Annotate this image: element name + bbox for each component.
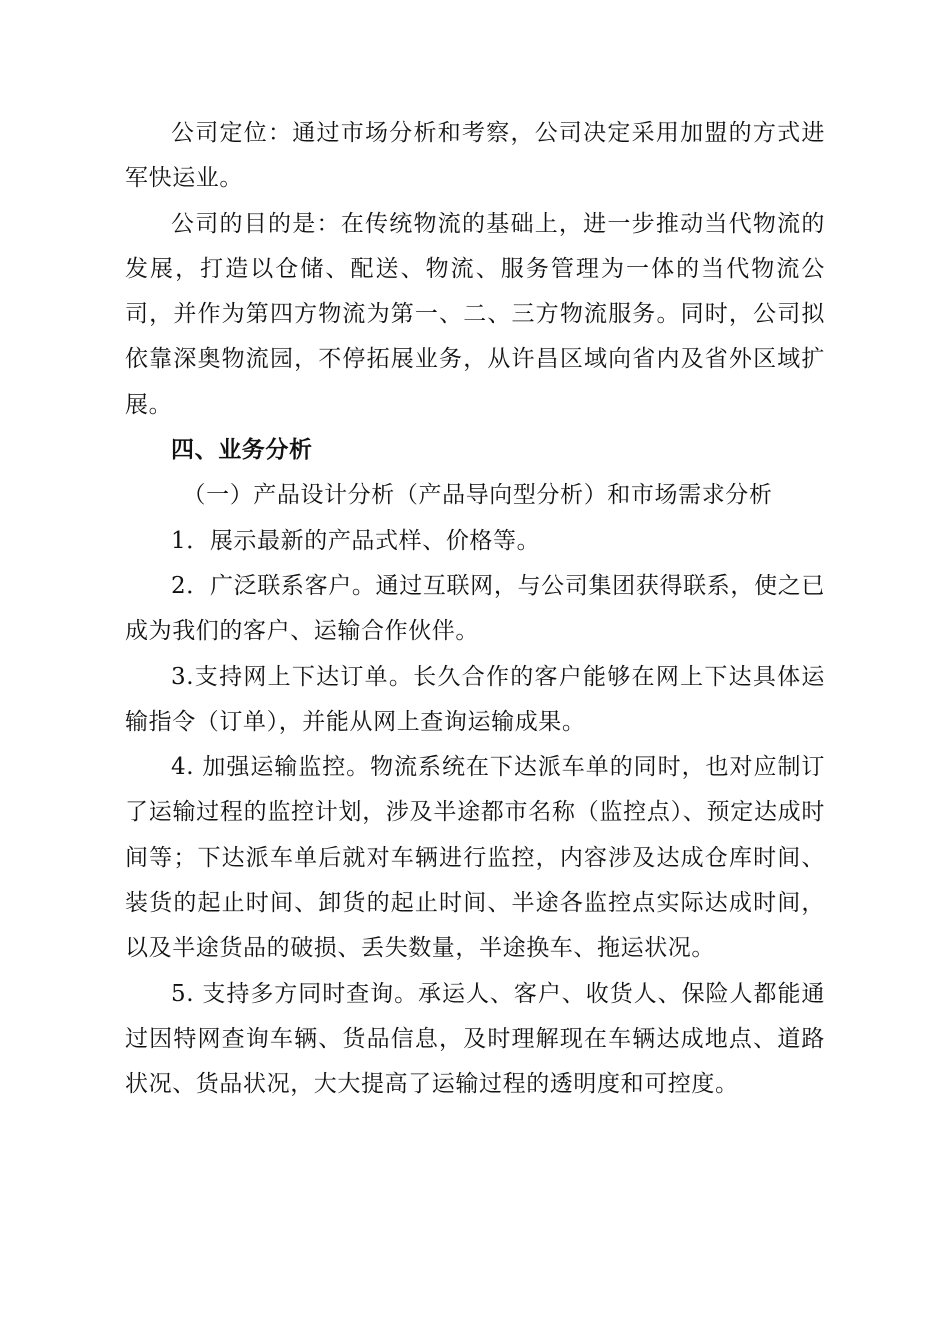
paragraph-company-purpose: 公司的目的是：在传统物流的基础上，进一步推动当代物流的发展，打造以仓储、配送、物流、服务管理为一体的当代物流公司，并作为第四方物流为第一、二、三方物流服务。同时，公司拟依靠深奥物流园，不停拓展业务，从许昌区域向省内及省外区域扩展。 — [125, 210, 825, 418]
list-item-5: 5. 支持多方同时查询。承运人、客户、收货人、保险人都能通过因特网查询车辆、货品信息，及时理解现在车辆达成地点、道路状况、货品状况，大大提高了运输过程的透明度和可控度。 — [125, 980, 825, 1098]
section-heading-business-analysis: 四、业务分析 — [171, 437, 313, 464]
list-item-3: 3.支持网上下达订单。长久合作的客户能够在网上下达具体运输指令（订单），并能从网上查询运输成果。 — [125, 663, 825, 735]
list-item-4: 4. 加强运输监控。物流系统在下达派车单的同时，也对应制订了运输过程的监控计划，涉及半途都市名称（监控点）、预定达成时间等；下达派车单后就对车辆进行监控，内容涉及达成仓库时间、装货的起止时间、卸货的起止时间、半途各监控点实际达成时间，以及半途货品的破损、丢失数量，半途换车、拖运状况。 — [125, 754, 825, 962]
subsection-heading-product-design: （一）产品设计分析（产品导向型分析）和市场需求分析 — [182, 482, 773, 509]
list-item-1: 1．展示最新的产品式样、价格等。 — [171, 527, 541, 554]
list-item-2: 2．广泛联系客户。通过互联网，与公司集团获得联系，使之已成为我们的客户、运输合作伙伴。 — [125, 572, 825, 645]
document-body — [125, 111, 825, 1108]
paragraph-company-positioning: 公司定位：通过市场分析和考察，公司决定采用加盟的方式进军快运业。 — [125, 120, 825, 192]
